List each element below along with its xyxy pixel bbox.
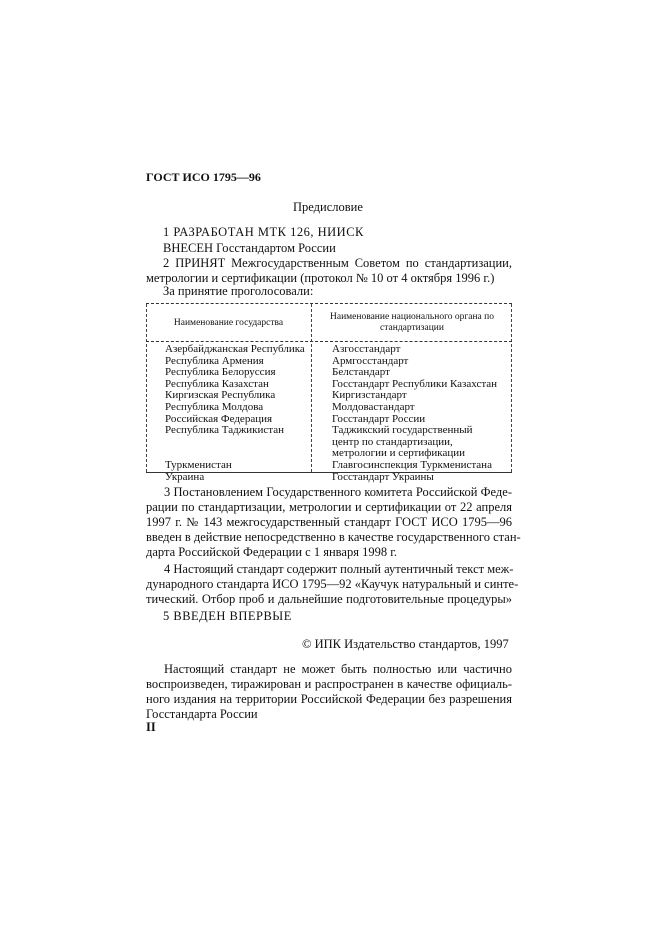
table-cell-state: Украина [165, 470, 205, 483]
item-2-adopted [146, 256, 512, 286]
table-cell-state: Киргизская Республика [165, 389, 276, 402]
item-4-content [146, 562, 519, 607]
text-line: метрологии и сертификации (протокол № 10 от 4 октября 1996 г.) [146, 271, 495, 285]
table-cell-body: Госстандарт России [332, 412, 426, 425]
table-cell-state: Азербайджанская Республика [165, 343, 305, 355]
text-line: 4 Настоящий стандарт содержит полный аутентичный текст меж- [164, 562, 514, 576]
table-cell-body: Госстандарт Республики Казахстан [332, 377, 498, 390]
state-column [165, 344, 305, 483]
voted-label: За принятие проголосовали: [163, 284, 314, 298]
table-header-separator [146, 341, 512, 342]
table-cell-state: Республика Таджикистан [165, 424, 284, 437]
text-line: Настоящий стандарт не может быть полностью или частично [164, 662, 512, 676]
table-cell-body: Госстандарт Украины [332, 470, 434, 483]
table-cell-body: Белстандарт [332, 366, 390, 379]
item-1-developed: 1 РАЗРАБОТАН МТК 126, НИИСК [163, 225, 364, 239]
table-border-left [146, 304, 147, 472]
text-line: дарта Российской Федерации с 1 января 1998 г. [146, 545, 398, 559]
text-line: рации по стандартизации, метрологии и сертификации от 22 апреля [146, 500, 512, 514]
table-cell-body: центр по стандартизации, [332, 435, 453, 448]
text-line: дународного стандарта ИСО 1795—92 «Каучук натуральный и синте- [146, 577, 519, 591]
page-number: II [146, 720, 156, 734]
text-line: ного издания на территории Российской Федерации без разрешения [146, 692, 512, 706]
text-line: 3 Постановлением Государственного комитета Российской Феде- [164, 485, 512, 499]
copyright: © ИПК Издательство стандартов, 1997 [302, 637, 509, 651]
text-line: 2 ПРИНЯТ Межгосударственным Советом по стандартизации, [163, 256, 512, 270]
text-line: тический. Отбор проб и дальнейшие подготовительные процедуры» [146, 592, 512, 606]
table-cell-body: Главгосинспекция Туркменистана [332, 458, 492, 471]
body-column [332, 344, 497, 483]
item-3-resolution [146, 485, 521, 560]
table-cell-state: Республика Казахстан [165, 377, 269, 390]
introduced-by: ВНЕСЕН Госстандартом России [163, 241, 336, 255]
table-cell-state [165, 437, 305, 449]
table-cell-body: метрологии и сертификации [332, 447, 465, 460]
table-cell-state: Российская Федерация [165, 412, 273, 425]
table-cell-state: Республика Белоруссия [165, 366, 276, 379]
table-cell-body: Молдовастандарт [332, 400, 415, 413]
header-line: Наименование национального органа по [330, 312, 494, 322]
header-line: стандартизации [380, 323, 444, 333]
reproduction-notice [146, 662, 512, 722]
table-cell-body: Азгосстандарт [332, 343, 401, 355]
document-code: ГОСТ ИСО 1795—96 [146, 170, 261, 184]
text-line: введен в действие непосредственно в качестве государственного стан- [146, 530, 521, 544]
preface-title: Предисловие [293, 200, 363, 214]
item-5-first-introduced: 5 ВВЕДЕН ВПЕРВЫЕ [163, 609, 292, 623]
table-header-body [312, 312, 512, 334]
text-line: 1997 г. № 143 межгосударственный стандарт ГОСТ ИСО 1795—96 [146, 515, 512, 529]
table-cell-body: Армгосстандарт [332, 354, 409, 367]
table-cell-body: Киргизстандарт [332, 389, 407, 402]
table-header-state: Наименование государства [173, 318, 284, 328]
text-line: воспроизведен, тиражирован и распространен в качестве официаль- [146, 677, 512, 691]
table-cell-state: Туркменистан [165, 458, 232, 471]
table-cell-state: Республика Армения [165, 354, 264, 367]
table-cell-state: Республика Молдова [165, 400, 264, 413]
table-cell-body: Таджикский государственный [332, 424, 473, 437]
text-line: Госстандарта России [146, 707, 258, 721]
voting-table [146, 303, 512, 483]
